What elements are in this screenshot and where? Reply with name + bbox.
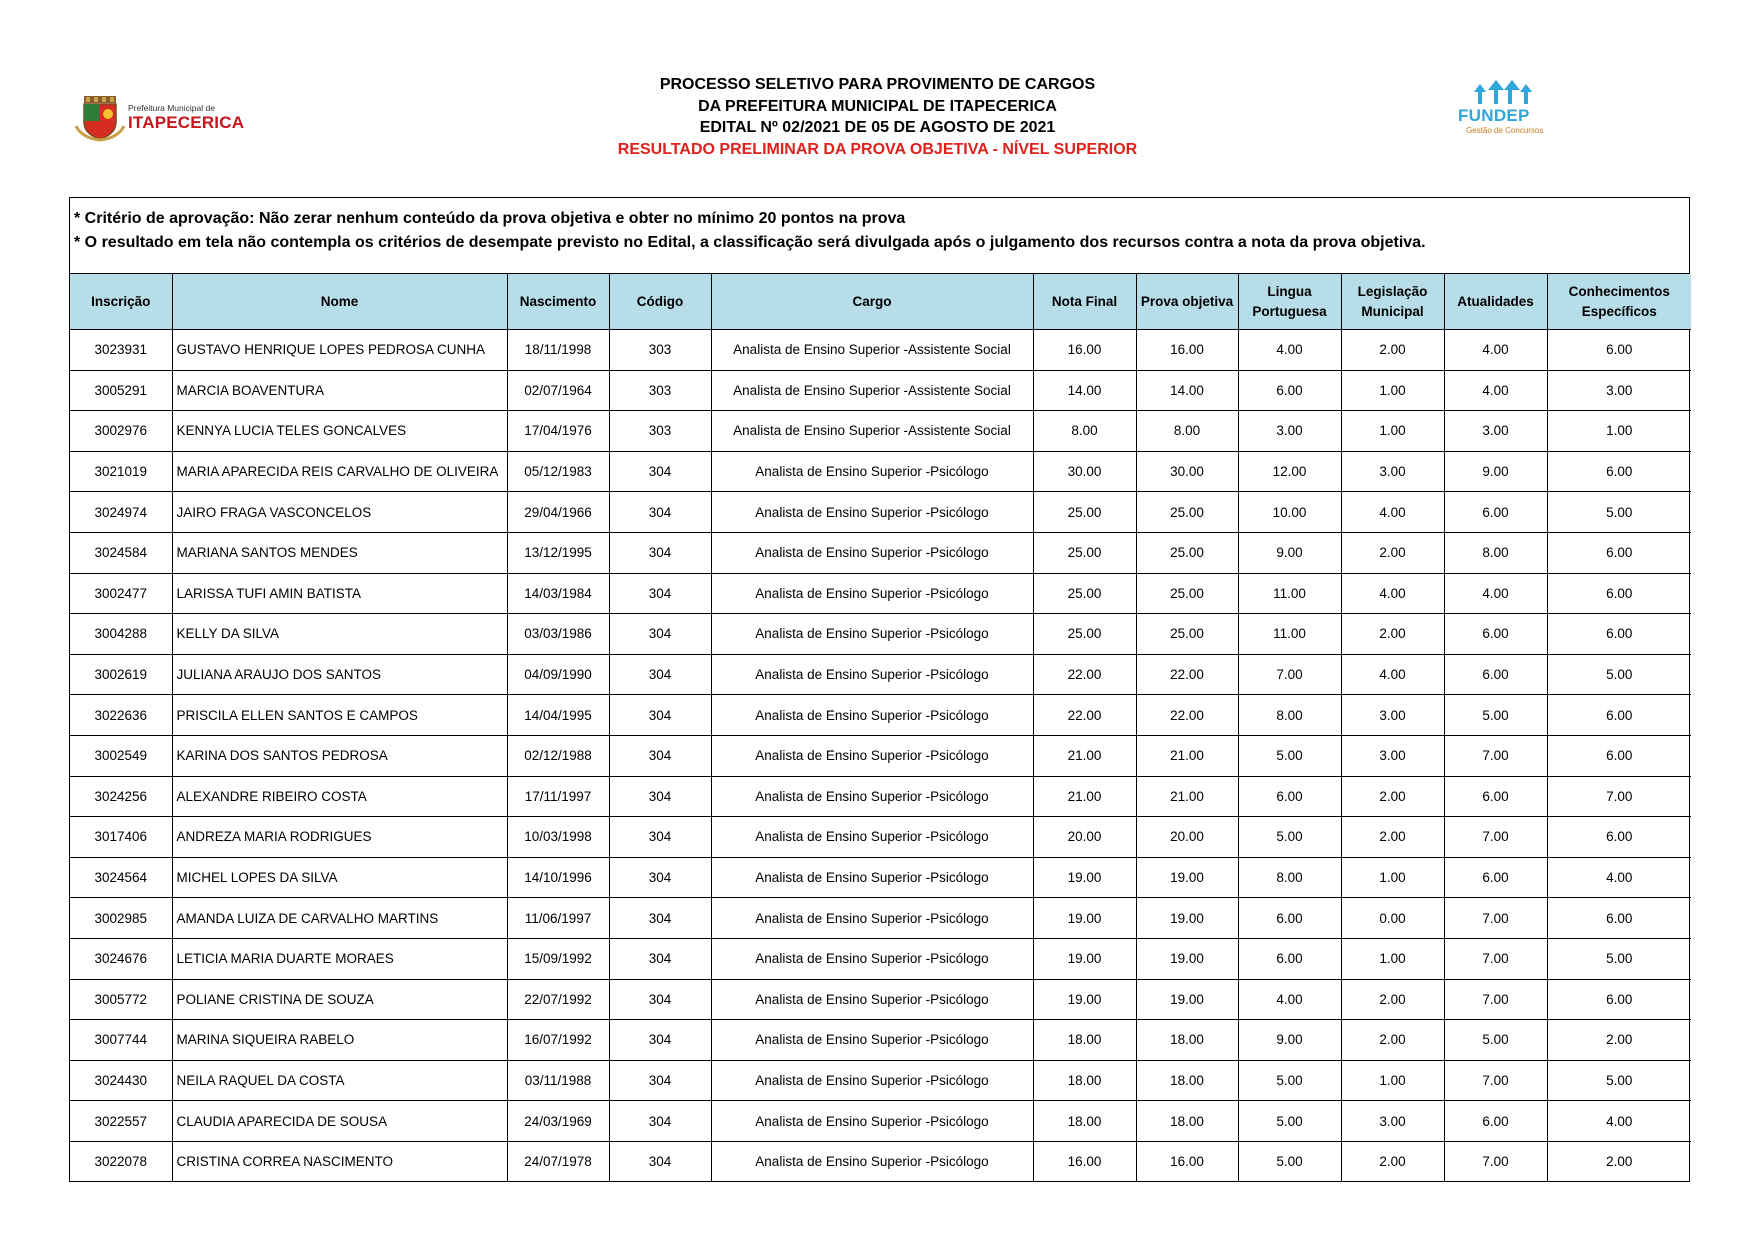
- cell-nome: JULIANA ARAUJO DOS SANTOS: [172, 654, 507, 695]
- cell-nota-final: 21.00: [1033, 735, 1136, 776]
- table-row: [70, 1141, 1691, 1181]
- col-header-inscricao: [70, 274, 172, 330]
- cell-codigo: 303: [609, 370, 711, 411]
- cell-codigo: 304: [609, 1060, 711, 1101]
- cell-nome: JAIRO FRAGA VASCONCELOS: [172, 492, 507, 533]
- cell-nota-final: 19.00: [1033, 857, 1136, 898]
- cell-nascimento: 17/04/1976: [507, 411, 609, 452]
- col-header-text: Portuguesa: [1252, 303, 1327, 319]
- cell-inscricao: 3002985: [70, 898, 172, 939]
- fundep-logo: [1452, 78, 1552, 138]
- cell-inscricao: 3005772: [70, 979, 172, 1020]
- cell-conhecimentos-especificos: 6.00: [1547, 614, 1691, 655]
- cell-atualidades: 6.00: [1444, 857, 1547, 898]
- cell-nascimento: 18/11/1998: [507, 330, 609, 371]
- cell-conhecimentos-especificos: 6.00: [1547, 451, 1691, 492]
- cell-codigo: 304: [609, 898, 711, 939]
- note-tiebreak: * O resultado em tela não contempla os critérios de desempate previsto no Edital, a classificação será divulgada após o julgamento dos recursos contra a nota da prova objetiva.: [74, 234, 1426, 251]
- table-row: [70, 330, 1691, 371]
- cell-cargo: Analista de Ensino Superior -Psicólogo: [711, 857, 1033, 898]
- cell-atualidades: 5.00: [1444, 1020, 1547, 1061]
- col-header-text: Inscrição: [91, 293, 151, 309]
- cell-conhecimentos-especificos: 4.00: [1547, 1101, 1691, 1142]
- cell-legislacao-municipal: 3.00: [1341, 695, 1444, 736]
- cell-nome: GUSTAVO HENRIQUE LOPES PEDROSA CUNHA: [172, 330, 507, 371]
- col-header-nascimento: [507, 274, 609, 330]
- cell-codigo: 304: [609, 573, 711, 614]
- table-row: [70, 898, 1691, 939]
- cell-prova-objetiva: 16.00: [1136, 330, 1238, 371]
- cell-legislacao-municipal: 2.00: [1341, 614, 1444, 655]
- table-row: [70, 938, 1691, 979]
- col-header-legislacao-municipal: [1341, 274, 1444, 330]
- cell-legislacao-municipal: 2.00: [1341, 1141, 1444, 1181]
- cell-nome: PRISCILA ELLEN SANTOS E CAMPOS: [172, 695, 507, 736]
- cell-nota-final: 21.00: [1033, 776, 1136, 817]
- cell-lingua-portuguesa: 6.00: [1238, 898, 1341, 939]
- cell-nota-final: 25.00: [1033, 492, 1136, 533]
- cell-atualidades: 7.00: [1444, 735, 1547, 776]
- cell-nascimento: 14/04/1995: [507, 695, 609, 736]
- cell-nome: CRISTINA CORREA NASCIMENTO: [172, 1141, 507, 1181]
- cell-lingua-portuguesa: 5.00: [1238, 735, 1341, 776]
- cell-cargo: Analista de Ensino Superior -Psicólogo: [711, 817, 1033, 858]
- cell-legislacao-municipal: 0.00: [1341, 898, 1444, 939]
- cell-conhecimentos-especificos: 3.00: [1547, 370, 1691, 411]
- notes-box: [70, 198, 1689, 274]
- cell-lingua-portuguesa: 11.00: [1238, 573, 1341, 614]
- cell-lingua-portuguesa: 11.00: [1238, 614, 1341, 655]
- cell-prova-objetiva: 18.00: [1136, 1020, 1238, 1061]
- cell-nascimento: 14/03/1984: [507, 573, 609, 614]
- cell-prova-objetiva: 19.00: [1136, 898, 1238, 939]
- cell-cargo: Analista de Ensino Superior -Psicólogo: [711, 735, 1033, 776]
- cell-prova-objetiva: 8.00: [1136, 411, 1238, 452]
- cell-conhecimentos-especificos: 5.00: [1547, 938, 1691, 979]
- col-header-text: Municipal: [1361, 303, 1424, 319]
- fundep-name: FUNDEP: [1458, 106, 1530, 125]
- cell-nome: LARISSA TUFI AMIN BATISTA: [172, 573, 507, 614]
- col-header-text: Nome: [320, 293, 359, 309]
- col-header-text: Nota Final: [1051, 293, 1118, 309]
- cell-nome: KENNYA LUCIA TELES GONCALVES: [172, 411, 507, 452]
- cell-inscricao: 3024676: [70, 938, 172, 979]
- cell-cargo: Analista de Ensino Superior -Psicólogo: [711, 776, 1033, 817]
- cell-inscricao: 3024974: [70, 492, 172, 533]
- cell-nome: MARINA SIQUEIRA RABELO: [172, 1020, 507, 1061]
- table-row: [70, 492, 1691, 533]
- cell-legislacao-municipal: 4.00: [1341, 573, 1444, 614]
- col-header-lingua-portuguesa: [1238, 274, 1341, 330]
- table-row: [70, 817, 1691, 858]
- cell-codigo: 304: [609, 451, 711, 492]
- cell-legislacao-municipal: 2.00: [1341, 1020, 1444, 1061]
- fundep-tagline: Gestão de Concursos: [1466, 126, 1544, 135]
- cell-conhecimentos-especificos: 2.00: [1547, 1020, 1691, 1061]
- cell-legislacao-municipal: 1.00: [1341, 411, 1444, 452]
- cell-inscricao: 3023931: [70, 330, 172, 371]
- cell-nota-final: 22.00: [1033, 654, 1136, 695]
- cell-legislacao-municipal: 2.00: [1341, 776, 1444, 817]
- table-row: [70, 735, 1691, 776]
- cell-atualidades: 7.00: [1444, 898, 1547, 939]
- cell-inscricao: 3002549: [70, 735, 172, 776]
- cell-nome: MARIA APARECIDA REIS CARVALHO DE OLIVEIRA: [172, 451, 507, 492]
- cell-inscricao: 3022078: [70, 1141, 172, 1181]
- cell-prova-objetiva: 25.00: [1136, 573, 1238, 614]
- header-line-3: EDITAL Nº 02/2021 DE 05 DE AGOSTO DE 2021: [699, 119, 1056, 136]
- cell-inscricao: 3022636: [70, 695, 172, 736]
- col-header-text: Nascimento: [519, 293, 597, 309]
- cell-conhecimentos-especificos: 6.00: [1547, 695, 1691, 736]
- table-row: [70, 695, 1691, 736]
- col-header-nome: [172, 274, 507, 330]
- cell-legislacao-municipal: 2.00: [1341, 330, 1444, 371]
- cell-nota-final: 19.00: [1033, 979, 1136, 1020]
- cell-lingua-portuguesa: 6.00: [1238, 776, 1341, 817]
- col-header-text: Cargo: [852, 293, 892, 309]
- cell-inscricao: 3002976: [70, 411, 172, 452]
- cell-prova-objetiva: 18.00: [1136, 1060, 1238, 1101]
- table-header-row: [70, 274, 1691, 330]
- cell-inscricao: 3024564: [70, 857, 172, 898]
- cell-codigo: 304: [609, 1141, 711, 1181]
- cell-lingua-portuguesa: 5.00: [1238, 1101, 1341, 1142]
- cell-cargo: Analista de Ensino Superior -Psicólogo: [711, 898, 1033, 939]
- cell-nota-final: 16.00: [1033, 1141, 1136, 1181]
- cell-conhecimentos-especificos: 2.00: [1547, 1141, 1691, 1181]
- cell-prova-objetiva: 25.00: [1136, 614, 1238, 655]
- cell-nome: MARIANA SANTOS MENDES: [172, 532, 507, 573]
- cell-cargo: Analista de Ensino Superior -Psicólogo: [711, 614, 1033, 655]
- cell-inscricao: 3002619: [70, 654, 172, 695]
- col-header-conhecimentos-especificos: [1547, 274, 1691, 330]
- cell-nome: MICHEL LOPES DA SILVA: [172, 857, 507, 898]
- cell-conhecimentos-especificos: 1.00: [1547, 411, 1691, 452]
- cell-prova-objetiva: 18.00: [1136, 1101, 1238, 1142]
- cell-nome: CLAUDIA APARECIDA DE SOUSA: [172, 1101, 507, 1142]
- cell-nascimento: 22/07/1992: [507, 979, 609, 1020]
- note-approval-criteria: * Critério de aprovação: Não zerar nenhum conteúdo da prova objetiva e obter no mínimo 20 pontos na prova: [74, 210, 906, 227]
- cell-lingua-portuguesa: 6.00: [1238, 370, 1341, 411]
- cell-cargo: Analista de Ensino Superior -Psicólogo: [711, 451, 1033, 492]
- cell-conhecimentos-especificos: 6.00: [1547, 330, 1691, 371]
- cell-nascimento: 16/07/1992: [507, 1020, 609, 1061]
- header-line-2: DA PREFEITURA MUNICIPAL DE ITAPECERICA: [698, 97, 1057, 115]
- cell-inscricao: 3002477: [70, 573, 172, 614]
- cell-nascimento: 04/09/1990: [507, 654, 609, 695]
- cell-legislacao-municipal: 2.00: [1341, 817, 1444, 858]
- cell-nota-final: 25.00: [1033, 614, 1136, 655]
- cell-prova-objetiva: 20.00: [1136, 817, 1238, 858]
- cell-nascimento: 17/11/1997: [507, 776, 609, 817]
- cell-prova-objetiva: 19.00: [1136, 938, 1238, 979]
- cell-codigo: 304: [609, 735, 711, 776]
- cell-inscricao: 3024584: [70, 532, 172, 573]
- cell-conhecimentos-especificos: 6.00: [1547, 979, 1691, 1020]
- cell-atualidades: 9.00: [1444, 451, 1547, 492]
- cell-legislacao-municipal: 4.00: [1341, 654, 1444, 695]
- cell-lingua-portuguesa: 5.00: [1238, 1141, 1341, 1181]
- table-row: [70, 532, 1691, 573]
- cell-codigo: 304: [609, 492, 711, 533]
- cell-nome: MARCIA BOAVENTURA: [172, 370, 507, 411]
- cell-legislacao-municipal: 3.00: [1341, 451, 1444, 492]
- col-header-text: Lingua: [1267, 283, 1312, 299]
- cell-nota-final: 30.00: [1033, 451, 1136, 492]
- cell-conhecimentos-especificos: 6.00: [1547, 898, 1691, 939]
- col-header-prova-objetiva: [1136, 274, 1238, 330]
- cell-prova-objetiva: 30.00: [1136, 451, 1238, 492]
- cell-nota-final: 25.00: [1033, 573, 1136, 614]
- cell-atualidades: 8.00: [1444, 532, 1547, 573]
- cell-prova-objetiva: 25.00: [1136, 492, 1238, 533]
- cell-inscricao: 3007744: [70, 1020, 172, 1061]
- results-table: [70, 274, 1691, 1181]
- cell-atualidades: 4.00: [1444, 330, 1547, 371]
- cell-inscricao: 3022557: [70, 1101, 172, 1142]
- table-row: [70, 1060, 1691, 1101]
- cell-lingua-portuguesa: 9.00: [1238, 532, 1341, 573]
- table-row: [70, 1020, 1691, 1061]
- cell-nome: KELLY DA SILVA: [172, 614, 507, 655]
- table-row: [70, 411, 1691, 452]
- col-header-text: Específicos: [1581, 303, 1657, 319]
- cell-lingua-portuguesa: 10.00: [1238, 492, 1341, 533]
- cell-atualidades: 7.00: [1444, 979, 1547, 1020]
- cell-lingua-portuguesa: 5.00: [1238, 817, 1341, 858]
- cell-codigo: 304: [609, 857, 711, 898]
- cell-nascimento: 05/12/1983: [507, 451, 609, 492]
- cell-cargo: Analista de Ensino Superior -Assistente Social: [711, 411, 1033, 452]
- header-line-1: PROCESSO SELETIVO PARA PROVIMENTO DE CARGOS: [659, 76, 1096, 93]
- cell-atualidades: 3.00: [1444, 411, 1547, 452]
- cell-inscricao: 3021019: [70, 451, 172, 492]
- cell-prova-objetiva: 22.00: [1136, 654, 1238, 695]
- cell-nascimento: 03/03/1986: [507, 614, 609, 655]
- cell-codigo: 304: [609, 817, 711, 858]
- city-name: ITAPECERICA: [128, 113, 245, 132]
- col-header-text: Legislação: [1357, 283, 1428, 299]
- cell-atualidades: 6.00: [1444, 654, 1547, 695]
- cell-inscricao: 3005291: [70, 370, 172, 411]
- cell-codigo: 303: [609, 330, 711, 371]
- cell-cargo: Analista de Ensino Superior -Psicólogo: [711, 695, 1033, 736]
- cell-nota-final: 16.00: [1033, 330, 1136, 371]
- cell-lingua-portuguesa: 9.00: [1238, 1020, 1341, 1061]
- cell-cargo: Analista de Ensino Superior -Psicólogo: [711, 1060, 1033, 1101]
- cell-atualidades: 7.00: [1444, 1141, 1547, 1181]
- table-row: [70, 370, 1691, 411]
- cell-atualidades: 7.00: [1444, 938, 1547, 979]
- cell-nascimento: 24/03/1969: [507, 1101, 609, 1142]
- cell-cargo: Analista de Ensino Superior -Psicólogo: [711, 1101, 1033, 1142]
- cell-lingua-portuguesa: 4.00: [1238, 979, 1341, 1020]
- cell-lingua-portuguesa: 3.00: [1238, 411, 1341, 452]
- col-header-atualidades: [1444, 274, 1547, 330]
- cell-legislacao-municipal: 2.00: [1341, 979, 1444, 1020]
- cell-nascimento: 02/12/1988: [507, 735, 609, 776]
- cell-lingua-portuguesa: 5.00: [1238, 1060, 1341, 1101]
- cell-prova-objetiva: 14.00: [1136, 370, 1238, 411]
- fundep-mark-icon: [1468, 78, 1538, 108]
- cell-cargo: Analista de Ensino Superior -Assistente Social: [711, 330, 1033, 371]
- cell-codigo: 303: [609, 411, 711, 452]
- cell-codigo: 304: [609, 1101, 711, 1142]
- cell-nota-final: 20.00: [1033, 817, 1136, 858]
- cell-cargo: Analista de Ensino Superior -Assistente Social: [711, 370, 1033, 411]
- table-row: [70, 776, 1691, 817]
- cell-conhecimentos-especificos: 6.00: [1547, 573, 1691, 614]
- cell-prova-objetiva: 25.00: [1136, 532, 1238, 573]
- cell-atualidades: 6.00: [1444, 1101, 1547, 1142]
- cell-nota-final: 18.00: [1033, 1060, 1136, 1101]
- cell-cargo: Analista de Ensino Superior -Psicólogo: [711, 532, 1033, 573]
- cell-nota-final: 19.00: [1033, 898, 1136, 939]
- cell-cargo: Analista de Ensino Superior -Psicólogo: [711, 1141, 1033, 1181]
- cell-nota-final: 25.00: [1033, 532, 1136, 573]
- cell-atualidades: 6.00: [1444, 492, 1547, 533]
- cell-legislacao-municipal: 1.00: [1341, 938, 1444, 979]
- table-body: [70, 330, 1691, 1182]
- cell-nome: KARINA DOS SANTOS PEDROSA: [172, 735, 507, 776]
- cell-cargo: Analista de Ensino Superior -Psicólogo: [711, 979, 1033, 1020]
- header-line-4: RESULTADO PRELIMINAR DA PROVA OBJETIVA - NÍVEL SUPERIOR: [617, 140, 1138, 158]
- col-header-cargo: [711, 274, 1033, 330]
- cell-nascimento: 24/07/1978: [507, 1141, 609, 1181]
- cell-inscricao: 3024430: [70, 1060, 172, 1101]
- col-header-nota-final: [1033, 274, 1136, 330]
- cell-codigo: 304: [609, 532, 711, 573]
- cell-lingua-portuguesa: 8.00: [1238, 857, 1341, 898]
- cell-nome: POLIANE CRISTINA DE SOUZA: [172, 979, 507, 1020]
- cell-nascimento: 13/12/1995: [507, 532, 609, 573]
- cell-cargo: Analista de Ensino Superior -Psicólogo: [711, 1020, 1033, 1061]
- table-row: [70, 979, 1691, 1020]
- cell-atualidades: 4.00: [1444, 573, 1547, 614]
- cell-nota-final: 14.00: [1033, 370, 1136, 411]
- cell-lingua-portuguesa: 8.00: [1238, 695, 1341, 736]
- cell-atualidades: 7.00: [1444, 817, 1547, 858]
- cell-nota-final: 22.00: [1033, 695, 1136, 736]
- cell-conhecimentos-especificos: 4.00: [1547, 857, 1691, 898]
- cell-codigo: 304: [609, 1020, 711, 1061]
- cell-legislacao-municipal: 4.00: [1341, 492, 1444, 533]
- cell-atualidades: 4.00: [1444, 370, 1547, 411]
- cell-inscricao: 3024256: [70, 776, 172, 817]
- cell-cargo: Analista de Ensino Superior -Psicólogo: [711, 938, 1033, 979]
- table-row: [70, 573, 1691, 614]
- cell-nascimento: 14/10/1996: [507, 857, 609, 898]
- table-row: [70, 654, 1691, 695]
- cell-nome: AMANDA LUIZA DE CARVALHO MARTINS: [172, 898, 507, 939]
- cell-legislacao-municipal: 3.00: [1341, 735, 1444, 776]
- cell-atualidades: 7.00: [1444, 1060, 1547, 1101]
- cell-nascimento: 02/07/1964: [507, 370, 609, 411]
- cell-nome: NEILA RAQUEL DA COSTA: [172, 1060, 507, 1101]
- cell-codigo: 304: [609, 938, 711, 979]
- cell-legislacao-municipal: 1.00: [1341, 1060, 1444, 1101]
- cell-nota-final: 18.00: [1033, 1101, 1136, 1142]
- cell-nascimento: 03/11/1988: [507, 1060, 609, 1101]
- col-header-codigo: [609, 274, 711, 330]
- cell-lingua-portuguesa: 4.00: [1238, 330, 1341, 371]
- table-row: [70, 614, 1691, 655]
- cell-atualidades: 5.00: [1444, 695, 1547, 736]
- cell-prova-objetiva: 19.00: [1136, 979, 1238, 1020]
- cell-prova-objetiva: 16.00: [1136, 1141, 1238, 1181]
- cell-atualidades: 6.00: [1444, 776, 1547, 817]
- cell-prova-objetiva: 19.00: [1136, 857, 1238, 898]
- cell-cargo: Analista de Ensino Superior -Psicólogo: [711, 492, 1033, 533]
- cell-nome: LETICIA MARIA DUARTE MORAES: [172, 938, 507, 979]
- cell-nascimento: 10/03/1998: [507, 817, 609, 858]
- table-row: [70, 1101, 1691, 1142]
- cell-nome: ALEXANDRE RIBEIRO COSTA: [172, 776, 507, 817]
- table-row: [70, 451, 1691, 492]
- cell-lingua-portuguesa: 7.00: [1238, 654, 1341, 695]
- col-header-text: Código: [636, 293, 684, 309]
- results-frame: [69, 197, 1690, 1182]
- cell-prova-objetiva: 21.00: [1136, 776, 1238, 817]
- cell-codigo: 304: [609, 695, 711, 736]
- cell-prova-objetiva: 22.00: [1136, 695, 1238, 736]
- cell-legislacao-municipal: 1.00: [1341, 857, 1444, 898]
- cell-atualidades: 6.00: [1444, 614, 1547, 655]
- prefeitura-label: Prefeitura Municipal de: [128, 103, 215, 113]
- cell-conhecimentos-especificos: 5.00: [1547, 654, 1691, 695]
- cell-legislacao-municipal: 1.00: [1341, 370, 1444, 411]
- cell-lingua-portuguesa: 12.00: [1238, 451, 1341, 492]
- cell-legislacao-municipal: 3.00: [1341, 1101, 1444, 1142]
- cell-conhecimentos-especificos: 7.00: [1547, 776, 1691, 817]
- cell-conhecimentos-especificos: 6.00: [1547, 817, 1691, 858]
- col-header-text: Conhecimentos: [1568, 283, 1670, 299]
- cell-legislacao-municipal: 2.00: [1341, 532, 1444, 573]
- cell-nota-final: 8.00: [1033, 411, 1136, 452]
- table-row: [70, 857, 1691, 898]
- cell-cargo: Analista de Ensino Superior -Psicólogo: [711, 654, 1033, 695]
- cell-nota-final: 19.00: [1033, 938, 1136, 979]
- cell-codigo: 304: [609, 979, 711, 1020]
- cell-prova-objetiva: 21.00: [1136, 735, 1238, 776]
- cell-nascimento: 15/09/1992: [507, 938, 609, 979]
- col-header-text: Atualidades: [1457, 293, 1534, 309]
- cell-codigo: 304: [609, 776, 711, 817]
- cell-cargo: Analista de Ensino Superior -Psicólogo: [711, 573, 1033, 614]
- cell-conhecimentos-especificos: 6.00: [1547, 735, 1691, 776]
- cell-nota-final: 18.00: [1033, 1020, 1136, 1061]
- cell-nascimento: 29/04/1966: [507, 492, 609, 533]
- cell-conhecimentos-especificos: 6.00: [1547, 532, 1691, 573]
- cell-codigo: 304: [609, 614, 711, 655]
- cell-nome: ANDREZA MARIA RODRIGUES: [172, 817, 507, 858]
- cell-conhecimentos-especificos: 5.00: [1547, 1060, 1691, 1101]
- cell-codigo: 304: [609, 654, 711, 695]
- cell-inscricao: 3004288: [70, 614, 172, 655]
- cell-inscricao: 3017406: [70, 817, 172, 858]
- cell-nascimento: 11/06/1997: [507, 898, 609, 939]
- col-header-text: Prova objetiva: [1140, 293, 1234, 309]
- cell-conhecimentos-especificos: 5.00: [1547, 492, 1691, 533]
- cell-lingua-portuguesa: 6.00: [1238, 938, 1341, 979]
